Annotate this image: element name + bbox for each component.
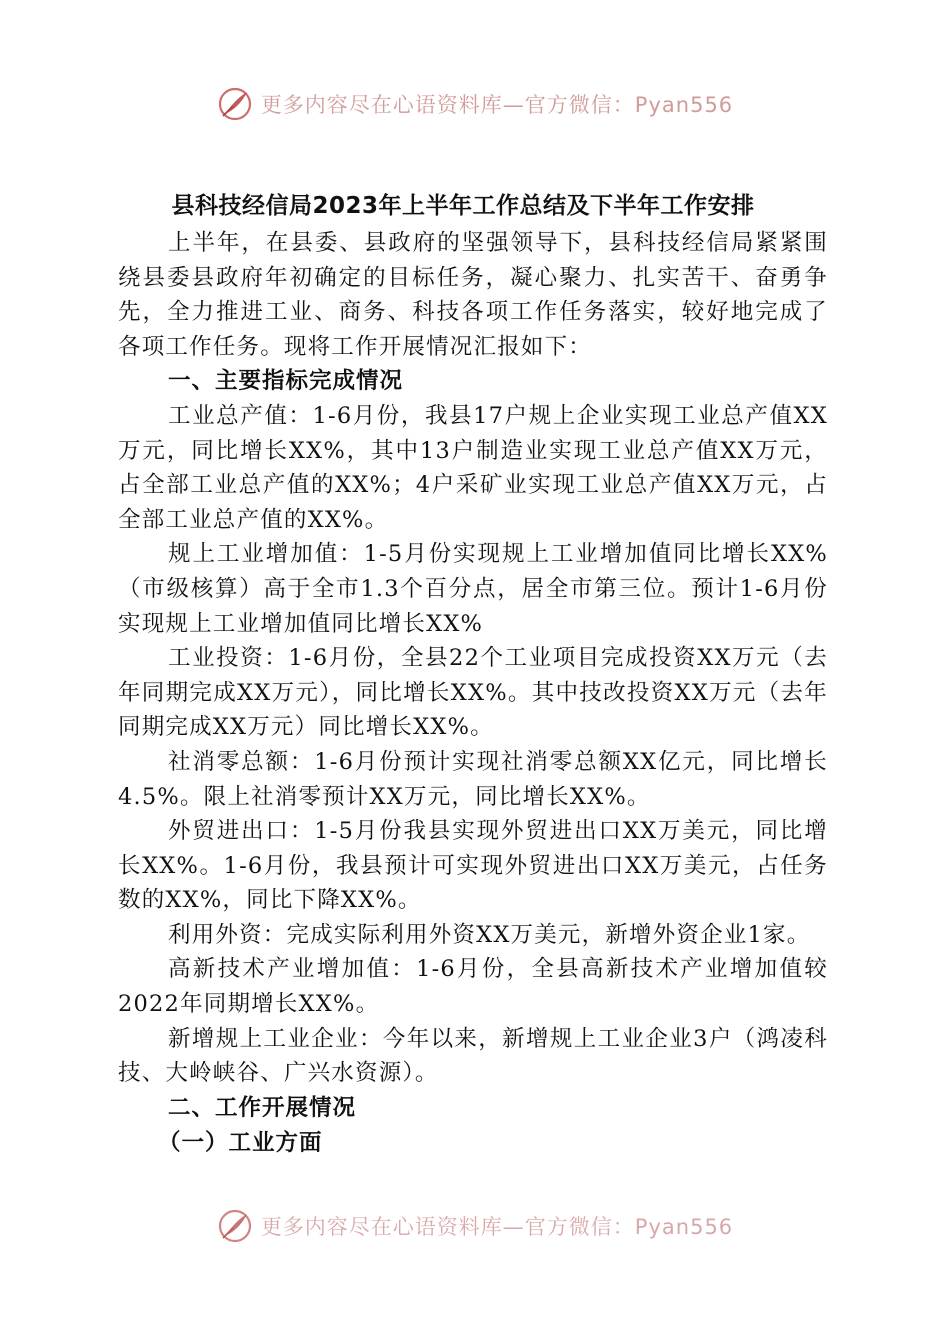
document-title: 县科技经信局2023年上半年工作总结及下半年工作安排 (171, 193, 755, 219)
section-heading-work: 二、工作开展情况 (168, 1094, 357, 1121)
indicator-paragraph: 新增规上工业企业：今年以来，新增规上工业企业3户（鸿凌科技、大岭峡谷、广兴水资源）。 (118, 1025, 828, 1087)
indicator-paragraph: 外贸进出口：1-5月份我县实现外贸进出口XX万美元，同比增长XX%。1-6月份，我县预计可实现外贸进出口XX万美元，占任务数的XX%，同比下降XX%。 (118, 818, 828, 914)
indicator-paragraph: 工业投资：1-6月份，全县22个工业项目完成投资XX万元（去年同期完成XX万元），同比增长XX%。其中技改投资XX万元（去年同期完成XX万元）同比增长XX%。 (118, 645, 828, 741)
feather-logo-icon (217, 86, 253, 122)
intro-paragraph: 上半年，在县委、县政府的坚强领导下，县科技经信局紧紧围绕县委县政府年初确定的目标任务，凝心聚力、扎实苦干、奋勇争先，全力推进工业、商务、科技各项工作任务落实，较好地完成了各项工作任务。现将工作开展情况汇报如下： (118, 230, 828, 360)
watermark-text: 更多内容尽在心语资料库—官方微信：Pyan556 (260, 1215, 734, 1239)
watermark-header (0, 86, 950, 122)
watermark-footer (0, 1208, 950, 1244)
section-heading-indicators: 一、主要指标完成情况 (168, 368, 404, 395)
indicator-paragraph: 社消零总额：1-6月份预计实现社消零总额XX亿元，同比增长4.5%。限上社消零预计XX万元，同比增长XX%。 (118, 748, 828, 810)
indicator-paragraph: 利用外资：完成实际利用外资XX万美元，新增外资企业1家。 (168, 921, 811, 948)
watermark-text: 更多内容尽在心语资料库—官方微信：Pyan556 (260, 93, 734, 117)
subsection-heading-industry: （一）工业方面 (158, 1130, 323, 1157)
indicator-paragraph: 规上工业增加值：1-5月份实现规上工业增加值同比增长XX%（市级核算）高于全市1.3个百分点，居全市第三位。预计1-6月份实现规上工业增加值同比增长XX% (118, 541, 828, 637)
document-body (118, 186, 828, 1161)
indicator-paragraph: 高新技术产业增加值：1-6月份，全县高新技术产业增加值较2022年同期增长XX%。 (118, 956, 828, 1018)
indicator-paragraph: 工业总产值：1-6月份，我县17户规上企业实现工业总产值XX万元，同比增长XX%，其中13户制造业实现工业总产值XX万元，占全部工业总产值的XX%；4户采矿业实现工业总产值XX万元，占全部工业总产值的XX%。 (118, 402, 828, 533)
feather-logo-icon (217, 1208, 253, 1244)
